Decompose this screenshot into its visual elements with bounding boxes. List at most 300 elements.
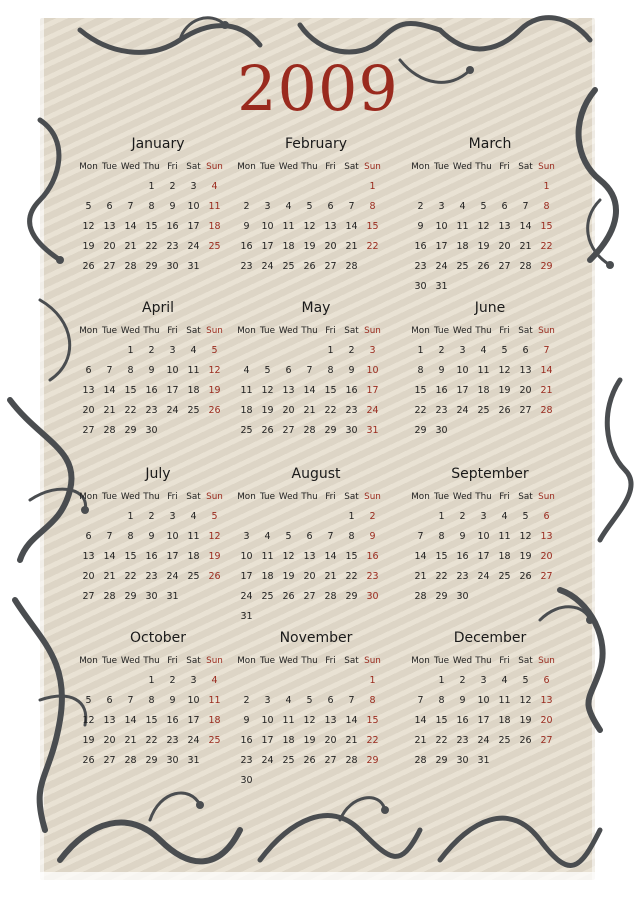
day-cell: 12 [82,715,95,726]
day-cell: 9 [459,695,466,706]
day-cell: 29 [145,261,158,272]
month-days-grid [78,322,238,440]
day-cell: 2 [148,511,155,522]
day-cell: 15 [435,715,448,726]
day-cell: 26 [303,755,316,766]
month-days-grid [410,652,570,770]
day-cell: 15 [540,221,553,232]
month-name: July [145,466,171,482]
day-cell: 11 [498,695,511,706]
weekday-header: Fri [325,162,336,172]
day-cell: 27 [103,261,116,272]
day-cell: 7 [127,695,134,706]
day-cell: 31 [187,261,200,272]
day-cell: 26 [303,261,316,272]
day-cell: 5 [211,345,218,356]
day-cell: 23 [366,571,379,582]
day-cell: 9 [369,531,376,542]
day-cell: 3 [169,511,176,522]
weekday-header: Wed [452,326,473,336]
weekday-header: Thu [475,162,492,172]
month-name: February [284,136,348,152]
weekday-header: Mon [79,656,98,666]
day-cell: 13 [82,551,95,562]
weekday-header: Thu [475,656,492,666]
day-cell: 22 [145,735,158,746]
day-cell: 18 [208,221,221,232]
day-cell: 20 [303,571,316,582]
day-cell: 24 [166,405,179,416]
day-cell: 30 [456,591,469,602]
day-cell: 28 [103,591,116,602]
day-cell: 3 [264,695,271,706]
empty-cell [236,672,257,690]
day-cell: 15 [124,385,137,396]
day-cell: 10 [187,695,200,706]
weekday-header: Sun [364,162,381,172]
day-cell: 13 [540,531,553,542]
empty-cell [99,342,120,360]
day-cell: 29 [345,591,358,602]
day-cell: 8 [327,365,334,376]
day-cell: 25 [208,735,221,746]
year-title: 2009 [237,52,399,125]
day-cell: 7 [522,201,529,212]
day-cell: 15 [145,715,158,726]
day-cell: 17 [166,551,179,562]
day-cell: 26 [82,261,95,272]
weekday-header: Thu [143,162,160,172]
empty-cell [257,508,278,526]
day-cell: 28 [540,405,553,416]
weekday-header: Sat [344,326,359,336]
day-cell: 3 [480,511,487,522]
empty-cell [236,508,257,526]
day-cell: 6 [327,201,334,212]
day-cell: 20 [540,551,553,562]
day-cell: 30 [435,425,448,436]
day-cell: 23 [145,571,158,582]
day-cell: 5 [85,695,92,706]
day-cell: 20 [282,405,295,416]
weekday-header: Wed [278,656,299,666]
weekday-header: Wed [120,326,141,336]
empty-cell [78,672,99,690]
day-cell: 9 [243,715,250,726]
day-cell: 2 [438,345,445,356]
day-cell: 9 [148,365,155,376]
empty-cell [99,508,120,526]
weekday-header: Sun [538,326,555,336]
day-cell: 30 [166,755,179,766]
day-cell: 25 [282,755,295,766]
day-cell: 25 [261,591,274,602]
day-cell: 27 [82,425,95,436]
day-cell: 21 [324,571,337,582]
day-cell: 11 [240,385,253,396]
day-cell: 6 [285,365,292,376]
weekday-header: Mon [411,492,430,502]
day-cell: 28 [519,261,532,272]
day-cell: 22 [366,241,379,252]
day-cell: 9 [169,201,176,212]
day-cell: 9 [417,221,424,232]
day-cell: 24 [166,571,179,582]
day-cell: 6 [106,201,113,212]
day-cell: 26 [498,405,511,416]
day-cell: 19 [282,571,295,582]
day-cell: 16 [145,551,158,562]
weekday-header: Mon [237,492,256,502]
day-cell: 12 [303,715,316,726]
day-cell: 27 [519,405,532,416]
day-cell: 12 [208,531,221,542]
day-cell: 12 [498,365,511,376]
weekday-header: Wed [120,162,141,172]
day-cell: 11 [477,365,490,376]
day-cell: 28 [345,755,358,766]
day-cell: 15 [366,715,379,726]
day-cell: 28 [124,755,137,766]
day-cell: 8 [348,531,355,542]
day-cell: 11 [282,715,295,726]
day-cell: 4 [501,675,508,686]
day-cell: 25 [498,571,511,582]
day-cell: 21 [540,385,553,396]
grunge-edge-left [30,0,44,900]
day-cell: 2 [148,345,155,356]
day-cell: 8 [148,201,155,212]
day-cell: 24 [187,735,200,746]
day-cell: 4 [264,531,271,542]
day-cell: 22 [124,405,137,416]
day-cell: 10 [187,201,200,212]
day-cell: 20 [103,241,116,252]
day-cell: 22 [540,241,553,252]
day-cell: 12 [477,221,490,232]
day-cell: 4 [480,345,487,356]
weekday-header: Mon [237,162,256,172]
day-cell: 7 [106,531,113,542]
day-cell: 25 [187,571,200,582]
empty-cell [494,178,515,196]
day-cell: 23 [345,405,358,416]
month-name: January [131,136,185,152]
day-cell: 20 [498,241,511,252]
day-cell: 14 [303,385,316,396]
weekday-header: Mon [79,492,98,502]
empty-cell [299,508,320,526]
day-cell: 29 [324,425,337,436]
day-cell: 27 [303,591,316,602]
day-cell: 8 [148,695,155,706]
weekday-header: Mon [411,326,430,336]
day-cell: 22 [124,571,137,582]
day-cell: 8 [543,201,550,212]
day-cell: 14 [519,221,532,232]
day-cell: 13 [519,365,532,376]
day-cell: 23 [414,261,427,272]
day-cell: 7 [327,531,334,542]
weekday-header: Sat [344,492,359,502]
day-cell: 18 [282,735,295,746]
weekday-header: Thu [301,492,318,502]
month-august [236,466,396,626]
day-cell: 17 [477,551,490,562]
day-cell: 29 [414,425,427,436]
day-cell: 31 [166,591,179,602]
day-cell: 7 [543,345,550,356]
day-cell: 19 [303,241,316,252]
day-cell: 25 [208,241,221,252]
day-cell: 28 [345,261,358,272]
weekday-header: Tue [101,492,118,502]
day-cell: 3 [480,675,487,686]
month-name: June [474,300,506,316]
day-cell: 17 [166,385,179,396]
day-cell: 1 [438,511,445,522]
day-cell: 30 [456,755,469,766]
month-december [410,630,570,770]
day-cell: 15 [145,221,158,232]
weekday-header: Tue [433,326,450,336]
month-days-grid [236,158,396,276]
month-name: March [468,136,512,152]
month-days-grid [78,488,238,606]
month-name: August [291,466,341,482]
day-cell: 11 [282,221,295,232]
day-cell: 10 [435,221,448,232]
day-cell: 20 [519,385,532,396]
day-cell: 17 [187,715,200,726]
day-cell: 27 [324,261,337,272]
day-cell: 3 [190,181,197,192]
day-cell: 3 [438,201,445,212]
day-cell: 29 [124,591,137,602]
day-cell: 15 [324,385,337,396]
day-cell: 4 [501,511,508,522]
weekday-header: Tue [433,492,450,502]
day-cell: 24 [456,405,469,416]
weekday-header: Fri [167,492,178,502]
day-cell: 12 [208,365,221,376]
day-cell: 19 [208,385,221,396]
day-cell: 3 [243,531,250,542]
month-june [410,300,570,440]
day-cell: 21 [103,571,116,582]
day-cell: 6 [543,511,550,522]
month-days-grid [78,652,238,770]
empty-cell [278,178,299,196]
day-cell: 11 [261,551,274,562]
day-cell: 1 [417,345,424,356]
weekday-header: Sun [538,656,555,666]
day-cell: 21 [345,241,358,252]
weekday-header: Sat [186,326,201,336]
day-cell: 4 [285,695,292,706]
day-cell: 28 [124,261,137,272]
day-cell: 29 [145,755,158,766]
day-cell: 31 [435,281,448,292]
day-cell: 25 [187,405,200,416]
weekday-header: Tue [259,162,276,172]
month-days-grid [236,322,396,440]
weekday-header: Mon [237,326,256,336]
empty-cell [299,672,320,690]
month-name: May [301,300,331,316]
day-cell: 26 [208,405,221,416]
day-cell: 25 [456,261,469,272]
day-cell: 31 [366,425,379,436]
day-cell: 2 [169,181,176,192]
day-cell: 9 [348,365,355,376]
weekday-header: Sat [518,326,533,336]
day-cell: 19 [519,715,532,726]
day-cell: 16 [145,385,158,396]
empty-cell [320,178,341,196]
day-cell: 17 [240,571,253,582]
day-cell: 20 [324,735,337,746]
weekday-header: Wed [278,492,299,502]
day-cell: 26 [282,591,295,602]
day-cell: 14 [345,715,358,726]
day-cell: 17 [435,241,448,252]
day-cell: 2 [243,695,250,706]
day-cell: 24 [261,261,274,272]
day-cell: 1 [127,345,134,356]
day-cell: 7 [127,201,134,212]
day-cell: 30 [166,261,179,272]
day-cell: 23 [240,261,253,272]
day-cell: 27 [103,755,116,766]
month-july [78,466,238,606]
day-cell: 18 [240,405,253,416]
day-cell: 6 [522,345,529,356]
day-cell: 11 [187,531,200,542]
empty-cell [278,672,299,690]
day-cell: 22 [435,735,448,746]
day-cell: 23 [456,571,469,582]
day-cell: 23 [456,735,469,746]
day-cell: 8 [417,365,424,376]
day-cell: 7 [348,201,355,212]
day-cell: 18 [187,551,200,562]
day-cell: 24 [435,261,448,272]
day-cell: 21 [103,405,116,416]
month-january [78,136,238,276]
day-cell: 21 [414,735,427,746]
day-cell: 1 [438,675,445,686]
day-cell: 4 [190,511,197,522]
day-cell: 6 [85,365,92,376]
weekday-header: Tue [433,656,450,666]
weekday-header: Tue [433,162,450,172]
day-cell: 11 [208,201,221,212]
day-cell: 19 [82,241,95,252]
grunge-edge-right [592,0,636,900]
day-cell: 9 [169,695,176,706]
day-cell: 14 [124,715,137,726]
day-cell: 9 [148,531,155,542]
day-cell: 25 [282,261,295,272]
empty-cell [236,342,257,360]
day-cell: 6 [106,695,113,706]
day-cell: 19 [477,241,490,252]
weekday-header: Fri [499,492,510,502]
weekday-header: Thu [143,656,160,666]
day-cell: 8 [127,365,134,376]
weekday-header: Sat [518,162,533,172]
day-cell: 14 [414,715,427,726]
day-cell: 22 [324,405,337,416]
day-cell: 9 [438,365,445,376]
day-cell: 5 [522,675,529,686]
day-cell: 13 [324,715,337,726]
day-cell: 21 [303,405,316,416]
day-cell: 20 [103,735,116,746]
day-cell: 1 [148,675,155,686]
day-cell: 30 [414,281,427,292]
weekday-header: Sun [206,656,223,666]
day-cell: 10 [366,365,379,376]
empty-cell [99,672,120,690]
day-cell: 21 [414,571,427,582]
day-cell: 8 [369,695,376,706]
weekday-header: Fri [167,162,178,172]
month-may [236,300,396,440]
day-cell: 24 [477,571,490,582]
day-cell: 30 [240,775,253,786]
day-cell: 17 [187,221,200,232]
day-cell: 16 [240,241,253,252]
day-cell: 15 [366,221,379,232]
day-cell: 15 [124,551,137,562]
empty-cell [278,508,299,526]
month-days-grid [236,652,396,790]
day-cell: 29 [540,261,553,272]
day-cell: 2 [243,201,250,212]
day-cell: 16 [366,551,379,562]
day-cell: 25 [498,735,511,746]
day-cell: 27 [324,755,337,766]
day-cell: 13 [540,695,553,706]
day-cell: 17 [456,385,469,396]
weekday-header: Sat [344,162,359,172]
day-cell: 26 [261,425,274,436]
day-cell: 13 [103,715,116,726]
month-days-grid [410,488,570,606]
day-cell: 16 [240,735,253,746]
day-cell: 19 [208,551,221,562]
day-cell: 16 [345,385,358,396]
day-cell: 13 [282,385,295,396]
day-cell: 17 [261,241,274,252]
day-cell: 6 [327,695,334,706]
weekday-header: Fri [325,492,336,502]
day-cell: 2 [169,675,176,686]
month-march [410,136,570,296]
weekday-header: Wed [452,162,473,172]
day-cell: 26 [82,755,95,766]
empty-cell [410,178,431,196]
weekday-header: Tue [259,326,276,336]
day-cell: 20 [82,405,95,416]
day-cell: 18 [498,715,511,726]
day-cell: 12 [282,551,295,562]
day-cell: 9 [243,221,250,232]
empty-cell [78,178,99,196]
day-cell: 21 [124,735,137,746]
